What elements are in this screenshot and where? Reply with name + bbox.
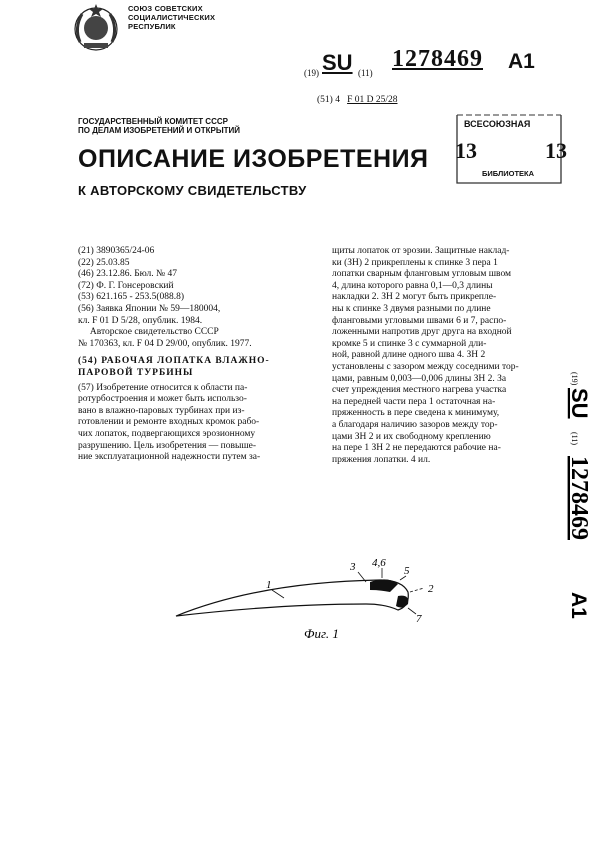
patent-number: 1278469 xyxy=(392,46,483,72)
code-11: (11) xyxy=(358,68,373,78)
vertical-patent-id xyxy=(544,368,592,668)
document-subtitle: К АВТОРСКОМУ СВИДЕТЕЛЬСТВУ xyxy=(78,183,307,198)
figure-label-1: 1 xyxy=(266,579,272,591)
figure-label-5: 5 xyxy=(404,565,410,577)
biblio-53: (53) 621.165 - 253.5(088.8) xyxy=(78,292,185,303)
stamp-left-number: 13 xyxy=(455,138,477,163)
document-title: ОПИСАНИЕ ИЗОБРЕТЕНИЯ xyxy=(78,145,429,173)
ipc-classification: (51) 4 F 01 D 25/28 xyxy=(317,95,398,105)
vertical-kind: A1 xyxy=(567,592,590,619)
stamp-bottom: БИБЛИОТЕКА xyxy=(482,169,535,178)
vertical-su: SU xyxy=(567,388,592,419)
figure-label-2: 2 xyxy=(428,583,434,595)
biblio-46: (46) 23.12.86. Бюл. № 47 xyxy=(78,269,177,280)
biblio-56-cont: кл. F 01 D 5/28, опублик. 1984. xyxy=(78,315,203,326)
figure-label-3: 3 xyxy=(350,561,356,573)
union-name: СОЮЗ СОВЕТСКИХ СОЦИАЛИСТИЧЕСКИХ РЕСПУБЛИК xyxy=(128,4,216,31)
country-code: SU xyxy=(322,50,353,75)
figure-label-4-6: 4,6 xyxy=(372,557,386,569)
invention-title-line2: ПАРОВОЙ ТУРБИНЫ xyxy=(78,367,194,378)
biblio-56-ref: № 170363, кл. F 04 D 29/00, опублик. 1977. xyxy=(78,338,252,349)
figure-1-blade xyxy=(170,557,440,660)
abstract-left: (57) Изобретение относится к области па- ротурбостроения и может быть использо- вано в влажно-паровых турбинах при из- готовлении и ремонте входных кромок рабо- чих лопаток, подвергающихся эрозионному разрушению. Цель изобретения — повыше- ние эксплуатационной надежности путем за- xyxy=(78,382,261,463)
biblio-56-author: Авторское свидетельство СССР xyxy=(78,327,219,338)
invention-title-line1: (54) РАБОЧАЯ ЛОПАТКА ВЛАЖНО- xyxy=(78,356,270,367)
ussr-emblem xyxy=(70,2,122,54)
figure-label-7: 7 xyxy=(416,613,422,625)
stamp-line1: ВСЕСОЮЗНАЯ xyxy=(464,119,531,129)
abstract-right: щиты лопаток от эрозии. Защитные наклад- ки (ЗН) 2 прикреплены к спинке 3 пера 1 лопатки сварным фланговым угловым швом 4, длина которого равна 0,1—0,3 длины накладки 2. ЗН 2 могут быть прикрепле- ны к спинке 3 двумя разными по длине фланговыми угловыми швами 6 и 7, распо- ложенными напротив друг друга на входной кромке 5 и спинке 3 с суммарной дли- ной, равной длине одного шва 4. ЗН 2 установлены с зазором между соседними тор- цами, равным 0,003—0,006 длины ЗН 2. За счет упреждения местного нагрева участка на передней части пера 1 остаточная на- пряженность в пере сведена к минимуму, а благодаря наличию зазоров между тор- цами ЗН 2 и их свободному креплению на пере 1 ЗН 2 не передаются рабочие на- пряжения лопатки. 4 ил. xyxy=(332,246,519,465)
code-19: (19) xyxy=(304,68,319,78)
biblio-21: (21) 3890365/24-06 xyxy=(78,246,155,256)
committee-name: ГОСУДАРСТВЕННЫЙ КОМИТЕТ СССР ПО ДЕЛАМ ИЗОБРЕТЕНИЙ И ОТКРЫТИЙ xyxy=(78,117,241,135)
biblio-22: (22) 25.03.85 xyxy=(78,257,130,268)
stamp-right-number: 13 xyxy=(545,138,567,163)
figure-caption: Фиг. 1 xyxy=(304,626,339,641)
vertical-number: 1278469 xyxy=(566,456,592,540)
vertical-code-19: (19) xyxy=(570,372,579,386)
vertical-code-11: (11) xyxy=(570,432,579,446)
left-column xyxy=(78,246,318,464)
biblio-72: (72) Ф. Г. Гонсеровский xyxy=(78,280,174,291)
biblio-56: (56) Заявка Японии № 59—180004, xyxy=(78,303,221,314)
kind-code: A1 xyxy=(508,50,535,73)
